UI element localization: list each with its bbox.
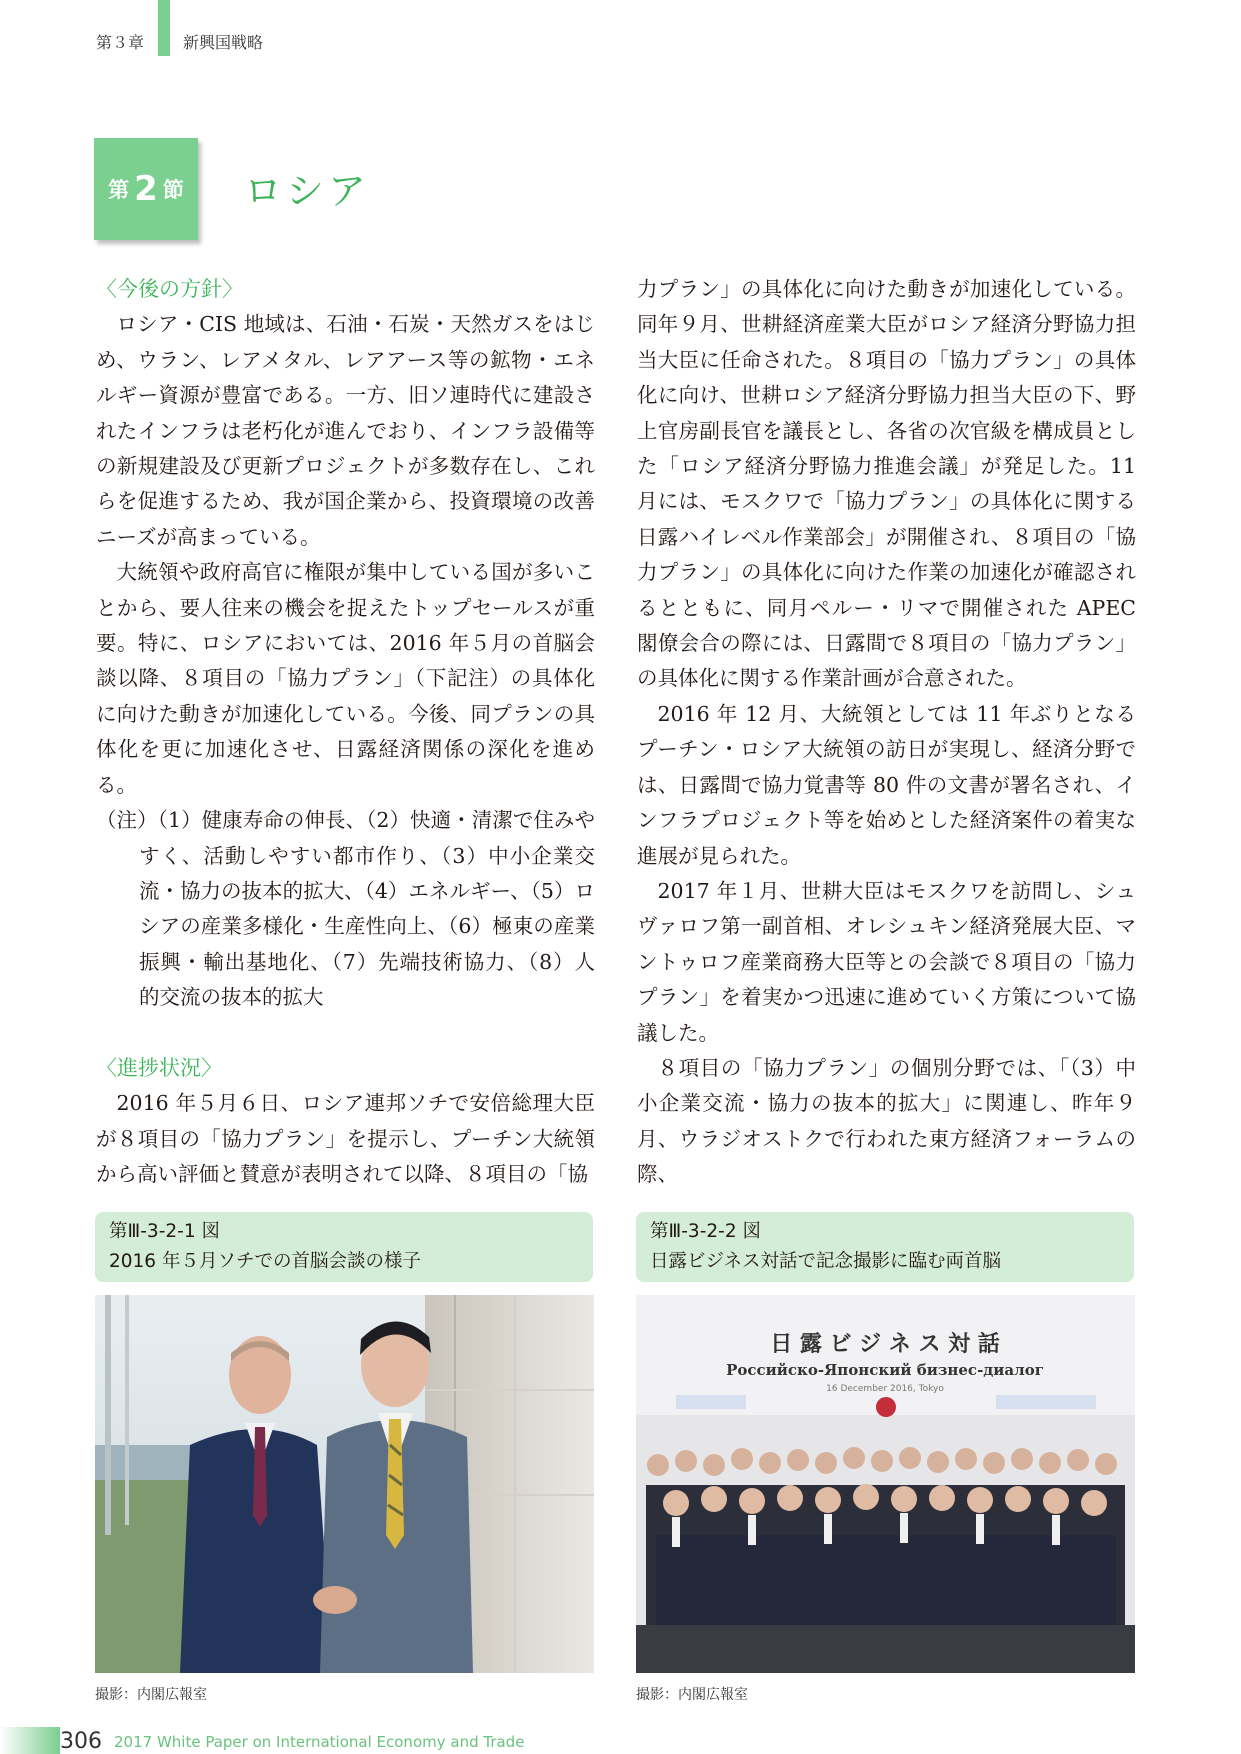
figure-2-credit: 撮影：内閣広報室: [636, 1687, 748, 1703]
progress-paragraph-3: 2017 年１月、世耕大臣はモスクワを訪問し、シュヴァロフ第一副首相、オレシュキン経済発展大臣、マントゥロフ産業商務大臣等との会談で８項目の「協力プラン」を着実かつ迅速に進めていく方策について協議した。: [637, 878, 1136, 1045]
handshake-photo: [95, 1295, 594, 1673]
header-accent-bar: [158, 0, 170, 56]
policy-heading: 〈今後の方針〉: [96, 277, 243, 301]
figure-2-number: 第Ⅲ-3-2-2 図: [650, 1221, 761, 1242]
progress-paragraph-2: 2016 年 12 月、大統領としては 11 年ぶりとなるプーチン・ロシア大統領の訪日が実現し、経済分野では、日露間で協力覚書等 80 件の文書が署名され、インフラプロジェクト等を始めとした経済案件の着実な進展が見られた。: [637, 701, 1136, 868]
figure-2-caption: [636, 1212, 1134, 1282]
progress-paragraph-1-cont: 力プラン」の具体化に向けた動きが加速化している。同年９月、世耕経済産業大臣がロシア経済分野協力担当大臣に任命された。８項目の「協力プラン」の具体化に向け、世耕ロシア経済分野協力担当大臣の下、野上官房副長官を議長とし、各省の次官級を構成員とした「ロシア経済分野協力推進会議」が発足した。11 月には、モスクワで「協力プラン」の具体化に関する日露ハイレベル作業部会」が開催され、８項目の「協力プラン」の具体化に向けた作業の加速化が確認されるとともに、同月ペルー・リマで開催された APEC 閣僚会合の際には、日露間で８項目の「協力プラン」の具体化に関する作業計画が合意された。: [637, 277, 1136, 691]
section-number: 2: [134, 169, 158, 209]
figure-1-number: 第Ⅲ-3-2-1 図: [109, 1221, 220, 1242]
section-prefix: 第: [108, 178, 130, 202]
banner-line-1: 日 露 ビ ジ ネ ス 対 話: [770, 1331, 1000, 1357]
page-number: 306: [60, 1729, 102, 1754]
section-suffix: 節: [162, 178, 184, 202]
section-title: ロシア: [244, 169, 371, 213]
progress-paragraph-1: 2016 年５月６日、ロシア連邦ソチで安倍総理大臣が８項目の「協力プラン」を提示し、プーチン大統領から高い評価と賛意が表明されて以降、８項目の「協: [96, 1091, 595, 1187]
figure-1-photo: [95, 1295, 594, 1673]
group-photo: [636, 1295, 1135, 1673]
policy-note: （注）（1）健康寿命の伸長、（2）快適・清潔で住みやすく、活動しやすい都市作り、（3）中小企業交流・協力の抜本的拡大、（4）エネルギー、（5）ロシアの産業多様化・生産性向上、（6）極東の産業振興・輸出基地化、（7）先端技術協力、（8）人的交流の抜本的拡大: [96, 808, 595, 1010]
policy-paragraph-2: 大統領や政府高官に権限が集中している国が多いことから、要人往来の機会を捉えたトップセールスが重要。特に、ロシアにおいては、2016 年５月の首脳会談以降、８項目の「協力プラン」（下記注）の具体化に向けた動きが加速化している。今後、同プランの具体化を更に加速化させ、日露経済関係の深化を進める。: [96, 560, 595, 797]
running-header-title: 新興国戦略: [183, 33, 264, 52]
left-column: [96, 272, 595, 1193]
running-header-chapter: 第３章: [96, 33, 145, 52]
right-column: [637, 272, 1136, 1193]
progress-heading: 〈進捗状況〉: [96, 1055, 222, 1080]
figure-1-title: 2016 年５月ソチでの首脳会談の様子: [109, 1251, 421, 1272]
progress-paragraph-4: ８項目の「協力プラン」の個別分野では、「（3）中小企業交流・協力の抜本的拡大」に関連し、昨年９月、ウラジオストクで行われた東方経済フォーラムの際、: [637, 1055, 1136, 1187]
footer-title: 2017 White Paper on International Economy and Trade: [114, 1733, 525, 1751]
figure-1-credit: 撮影：内閣広報室: [95, 1687, 207, 1703]
figure-2-title: 日露ビジネス対話で記念撮影に臨む両首脳: [650, 1251, 1001, 1272]
banner-line-2: Российско-Японский бизнес-диалог: [726, 1361, 1044, 1379]
figure-2-photo: [636, 1295, 1135, 1673]
banner-line-3: 16 December 2016, Tokyo: [826, 1384, 944, 1394]
section-number-box: [94, 138, 198, 240]
figure-1-caption: [95, 1212, 593, 1282]
footer-accent-bar: [0, 1727, 60, 1754]
policy-paragraph-1: ロシア・CIS 地域は、石油・石炭・天然ガスをはじめ、ウラン、レアメタル、レアアース等の鉱物・エネルギー資源が豊富である。一方、旧ソ連時代に建設されたインフラは老朽化が進んでおり、インフラ設備等の新規建設及び更新プロジェクトが多数存在し、これらを促進するため、我が国企業から、投資環境の改善ニーズが高まっている。: [96, 312, 595, 549]
